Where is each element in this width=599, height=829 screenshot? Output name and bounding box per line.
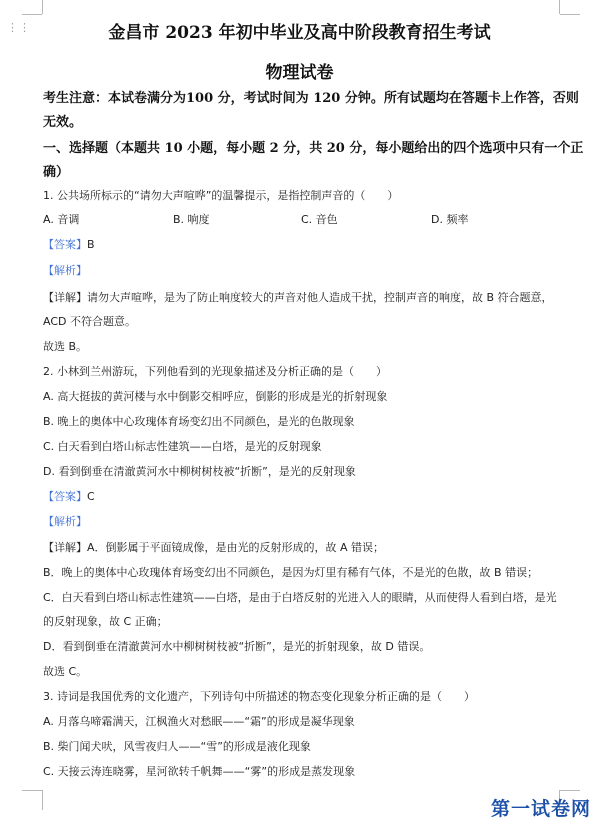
q2-detail-b: B．晚上的奥体中心玫瑰体育场变幻出不同颜色，是因为灯里有稀有气体，不是光的色散，故 B 错误； [43, 566, 539, 579]
q3-stem: 3. 诗词是我国优秀的文化遗产，下列诗句中所描述的物态变化现象分析正确的是（ ） [43, 690, 475, 703]
q2-detail-a [43, 539, 384, 555]
site-watermark: 第一试卷网 [490, 798, 591, 820]
crop-mark-tr-h [560, 14, 580, 15]
q1-detail-label: 【详解】 [43, 291, 87, 304]
q1-detail-1 [43, 289, 553, 305]
crop-mark-bl-h [22, 790, 42, 791]
q2-option-d: D. 看到倒垂在清澈黄河水中柳树树枝被“折断”，是光的反射现象 [43, 465, 356, 478]
q2-answer-value: C [87, 490, 95, 503]
crop-mark-tl-v [42, 0, 43, 14]
crop-mark-br-h [560, 790, 580, 791]
q2-detail-d: D．看到倒垂在清澈黄河水中柳树树枝被“折断”，是光的折射现象，故 D 错误。 [43, 640, 431, 653]
q2-stem: 2. 小林到兰州游玩，下列他看到的光现象描述及分析正确的是（ ） [43, 365, 387, 378]
q1-answer-value: B [87, 238, 95, 251]
q1-option-d: D. 频率 [431, 213, 469, 226]
q1-answer-label: 【答案】 [43, 238, 87, 251]
q2-answer-label: 【答案】 [43, 490, 87, 503]
q2-detail-c-1: C．白天看到白塔山标志性建筑——白塔，是由于白塔反射的光进入人的眼睛，从而使得人看到白塔，是光 [43, 591, 557, 604]
q2-option-c: C. 白天看到白塔山标志性建筑——白塔，是光的反射现象 [43, 440, 322, 453]
notice-line-2: 无效。 [43, 115, 83, 130]
q2-detail-label: 【详解】 [43, 541, 87, 554]
section-heading-2: 确） [43, 165, 70, 180]
q2-answer [43, 488, 95, 504]
crop-mark-bl-v [42, 790, 43, 810]
exam-title: 金昌市 2023 年初中毕业及高中阶段教育招生考试 [108, 23, 491, 43]
q2-detail-c-2: 的反射现象，故 C 正确； [43, 615, 168, 628]
q2-conclusion: 故选 C。 [43, 665, 88, 678]
q3-option-a: A. 月落乌啼霜满天，江枫渔火对愁眠——“霜”的形成是凝华现象 [43, 715, 355, 728]
section-heading-1: 一、选择题（本题共 10 小题，每小题 2 分，共 20 分，每小题给出的四个选项中只有一个正 [43, 141, 584, 156]
q1-options [43, 211, 563, 227]
crop-mark-tl-h [22, 14, 42, 15]
drag-handle-icon[interactable]: ⋮⋮ [7, 21, 31, 34]
q2-analysis-label: 【解析】 [43, 515, 87, 528]
crop-mark-tr-v [559, 0, 560, 14]
q3-option-c: C. 天接云涛连晓雾，星河欲转千帆舞——“雾”的形成是蒸发现象 [43, 765, 356, 778]
q1-stem: 1. 公共场所标示的“请勿大声喧哗”的温馨提示，是指控制声音的（ ） [43, 189, 399, 202]
q1-option-b: B. 响度 [173, 213, 210, 226]
q1-option-a: A. 音调 [43, 213, 80, 226]
q2-detail-a-text: A．倒影属于平面镜成像，是由光的反射形成的，故 A 错误； [87, 541, 385, 554]
notice-line-1: 考生注意：本试卷满分为100 分，考试时间为 120 分钟。所有试题均在答题卡上作答，否则 [43, 91, 579, 106]
exam-subject: 物理试卷 [265, 63, 334, 83]
q2-option-b: B. 晚上的奥体中心玫瑰体育场变幻出不同颜色，是光的色散现象 [43, 415, 355, 428]
q1-analysis-label: 【解析】 [43, 264, 87, 277]
q1-option-c: C. 音色 [301, 213, 338, 226]
q1-detail-2: ACD 不符合题意。 [43, 315, 136, 328]
q3-option-b: B. 柴门闻犬吠，风雪夜归人——“雪”的形成是液化现象 [43, 740, 311, 753]
q1-answer [43, 236, 95, 252]
q1-detail-text: 请勿大声喧哗，是为了防止响度较大的声音对他人造成干扰，控制声音的响度，故 B 符合题意， [87, 291, 553, 304]
q2-option-a: A. 高大挺拔的黄河楼与水中倒影交相呼应，倒影的形成是光的折射现象 [43, 390, 388, 403]
q1-conclusion: 故选 B。 [43, 340, 88, 353]
